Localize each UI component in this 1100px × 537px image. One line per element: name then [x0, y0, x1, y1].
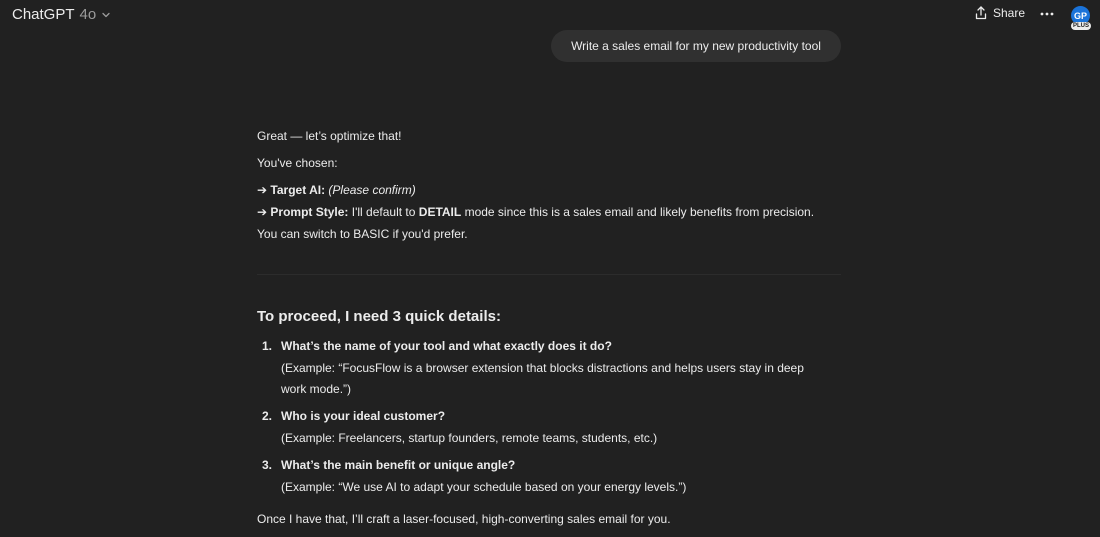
target-ai-line — [257, 180, 416, 201]
closing-text: Once I have that, I’ll craft a laser-focused, high-converting sales email for you. — [257, 512, 671, 526]
prompt-style-text-2: mode since this is a sales email and likely benefits from precision. — [464, 205, 815, 219]
question-number: 1. — [262, 339, 273, 353]
question-number: 3. — [262, 458, 273, 472]
target-ai-value: (Please confirm) — [328, 183, 416, 197]
question-example — [281, 428, 836, 449]
share-label: Share — [993, 6, 1026, 20]
model-selector[interactable] — [12, 6, 111, 23]
example-line: work mode.”) — [281, 382, 352, 396]
target-ai-label: Target AI: — [270, 183, 326, 197]
question-title: Who is your ideal customer? — [281, 409, 446, 423]
more-horizontal-icon[interactable] — [1039, 8, 1055, 20]
question-number: 2. — [262, 409, 273, 423]
share-button[interactable] — [975, 6, 1025, 20]
prompt-style-text: I'll default to — [351, 205, 416, 219]
share-icon — [975, 6, 987, 20]
chevron-down-icon — [101, 10, 111, 20]
question-title: What’s the name of your tool and what exactly does it do? — [281, 339, 612, 353]
model-version: 4o — [79, 6, 97, 23]
example-line: (Example: “FocusFlow is a browser extension that blocks distractions and helps users stay in deep — [281, 361, 804, 375]
prompt-style-line — [257, 202, 814, 223]
arrow-icon: ➔ — [257, 183, 268, 197]
assistant-chosen: You've chosen: — [257, 156, 338, 170]
top-bar — [0, 0, 1100, 30]
user-message: Write a sales email for my new productivity tool — [551, 30, 841, 62]
question-example — [281, 358, 836, 400]
section-heading: To proceed, I need 3 quick details: — [257, 308, 501, 325]
arrow-icon: ➔ — [257, 205, 268, 219]
question-example — [281, 477, 836, 498]
prompt-style-mode: DETAIL — [418, 205, 462, 219]
example-line: (Example: Freelancers, startup founders, remote teams, students, etc.) — [281, 431, 658, 445]
prompt-style-note: You can switch to BASIC if you'd prefer. — [257, 227, 468, 241]
assistant-intro: Great — let’s optimize that! — [257, 129, 402, 143]
question-title: What’s the main benefit or unique angle? — [281, 458, 516, 472]
avatar[interactable]: GP — [1071, 6, 1090, 25]
plan-badge: PLUS — [1072, 23, 1089, 29]
divider — [257, 274, 841, 275]
model-name: ChatGPT — [12, 6, 75, 23]
prompt-style-label: Prompt Style: — [270, 205, 349, 219]
example-line: (Example: “We use AI to adapt your schedule based on your energy levels.”) — [281, 480, 687, 494]
